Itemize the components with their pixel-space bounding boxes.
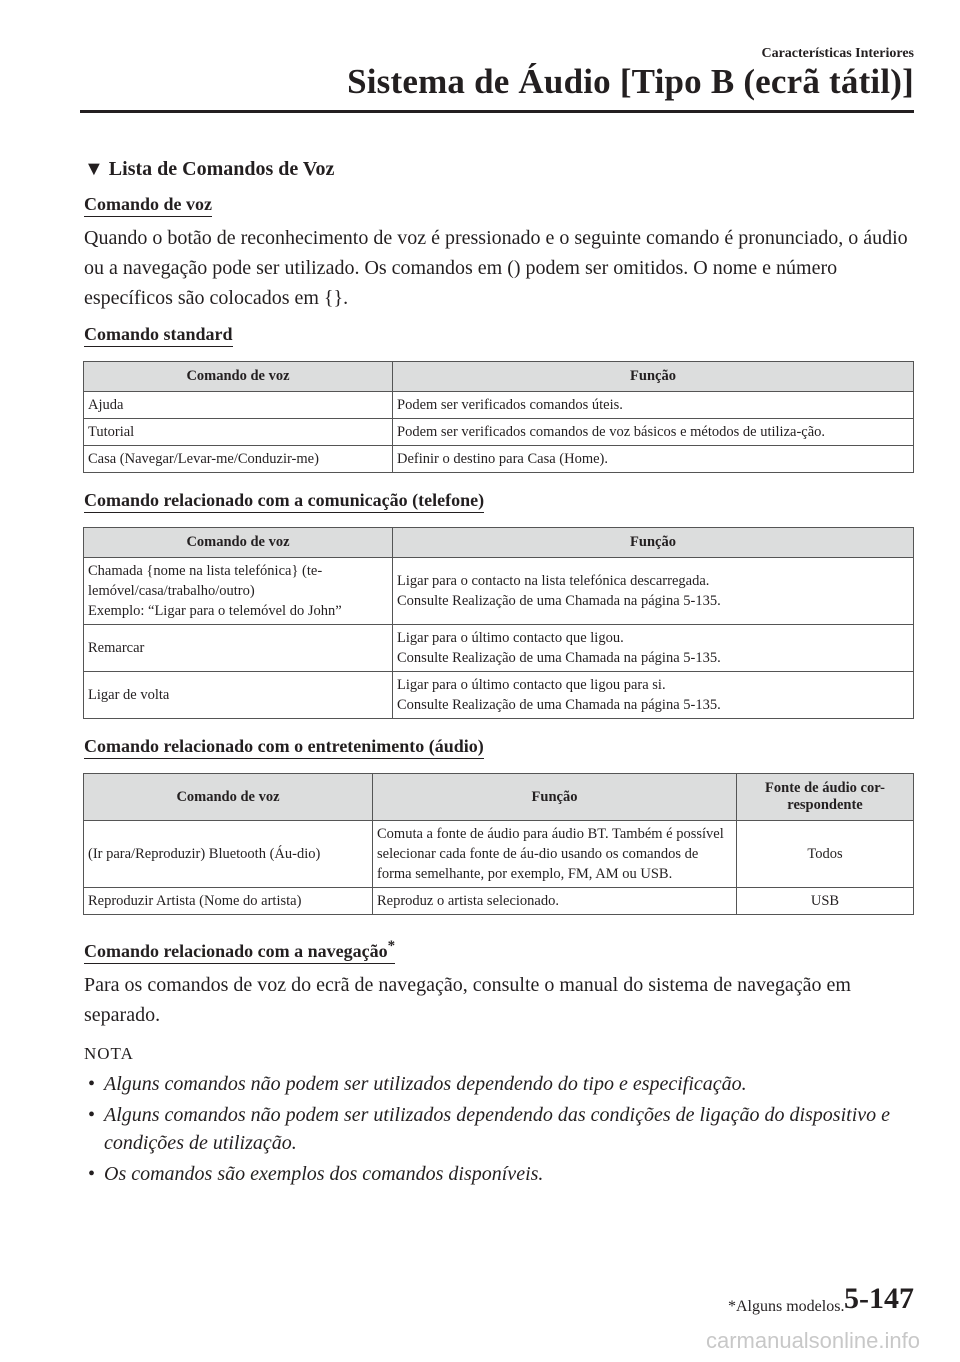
table-header-row (84, 774, 914, 821)
section-title-text: Lista de Comandos de Voz (108, 158, 335, 180)
asterisk-mark: * (387, 938, 396, 954)
bullet-icon: • (88, 1104, 96, 1126)
table-cell: Podem ser verificados comandos de voz básicos e métodos de utiliza-ção. (393, 419, 914, 446)
table-cell: Todos (737, 821, 914, 888)
table-cell: Comuta a fonte de áudio para áudio BT. Também é possível selecionar cada fonte de áu-dio usando os comandos de forma semelhante, por exemplo, FM, AM ou USB. (373, 821, 737, 888)
nav-heading-text: Comando relacionado com a navegação (84, 941, 388, 961)
list-item-text: Alguns comandos não podem ser utilizados dependendo do tipo e especificação. (104, 1073, 747, 1095)
table-row (84, 888, 914, 915)
table-row (84, 625, 914, 672)
page-number: 5-147 (844, 1282, 914, 1315)
table-cell (84, 558, 393, 625)
table-row (84, 419, 914, 446)
header-rule (80, 110, 914, 113)
nav-paragraph: Para os comandos de voz do ecrã de navegação, consulte o manual do sistema de navegação em separado. (84, 974, 851, 1026)
nota-list (84, 1070, 914, 1188)
table-cell: Reproduzir Artista (Nome do artista) (84, 888, 373, 915)
list-item (88, 1160, 914, 1188)
intro-paragraph: Quando o botão de reconhecimento de voz é pressionado e o seguinte comando é pronunciado, o áudio ou a navegação pode ser utilizado. Os comandos em () podem ser omitidos. O nome e número específicos são colocados em {}. (84, 227, 908, 309)
bullet-icon: • (88, 1073, 96, 1095)
page-title: Sistema de Áudio [Tipo B (ecrã tátil)] (347, 62, 914, 101)
table-cell (393, 672, 914, 719)
phone-heading: Comando relacionado com a comunicação (telefone) (84, 489, 484, 513)
table-cell: (Ir para/Reproduzir) Bluetooth (Áu-dio) (84, 821, 373, 888)
cell-line: Exemplo: “Ligar para o telemóvel do John” (88, 603, 342, 619)
table-row (84, 392, 914, 419)
nota-label: NOTA (84, 1044, 134, 1063)
table-cell: Reproduz o artista selecionado. (373, 888, 737, 915)
footnote: *Alguns modelos. (728, 1298, 845, 1315)
table-cell (393, 558, 914, 625)
standard-heading: Comando standard (84, 323, 233, 347)
table-header-row (84, 362, 914, 392)
table-cell: USB (737, 888, 914, 915)
cell-line: Ligar para o último contacto que ligou. (397, 630, 624, 646)
cell-line: Consulte Realização de uma Chamada na página 5-135. (397, 593, 721, 609)
cell-line: Ligar para o último contacto que ligou para si. (397, 677, 666, 693)
table-cell: Casa (Navegar/Levar-me/Conduzir-me) (84, 446, 393, 473)
triangle-icon: ▼ (84, 158, 104, 180)
column-header: Comando de voz (84, 528, 393, 558)
header-section-label: Características Interiores (761, 46, 914, 61)
table-cell: Ligar de volta (84, 672, 393, 719)
phone-heading-wrap (84, 489, 914, 513)
cell-line: Consulte Realização de uma Chamada na página 5-135. (397, 697, 721, 713)
table-cell: Definir o destino para Casa (Home). (393, 446, 914, 473)
column-header: Função (393, 362, 914, 392)
watermark: carmanualsonline.info (705, 1328, 920, 1353)
cell-line: Ligar para o contacto na lista telefónica descarregada. (397, 573, 710, 589)
column-header: Comando de voz (84, 774, 373, 821)
voice-command-heading: Comando de voz (84, 193, 212, 217)
table-row (84, 558, 914, 625)
audio-heading: Comando relacionado com o entretenimento (áudio) (84, 735, 484, 759)
standard-table (83, 361, 914, 473)
column-header: Função (373, 774, 737, 821)
cell-line: Consulte Realização de uma Chamada na página 5-135. (397, 650, 721, 666)
table-cell: Podem ser verificados comandos úteis. (393, 392, 914, 419)
list-item-text: Alguns comandos não podem ser utilizados dependendo das condições de ligação do dispositivo e condições de utilização. (104, 1104, 891, 1154)
table-row (84, 446, 914, 473)
column-header: Função (393, 528, 914, 558)
voice-heading-wrap (84, 193, 914, 217)
bullet-icon: • (88, 1163, 96, 1185)
table-row (84, 672, 914, 719)
list-item (88, 1070, 914, 1098)
page-content (84, 158, 914, 1191)
section-title (84, 158, 914, 181)
table-cell: Ajuda (84, 392, 393, 419)
table-row (84, 821, 914, 888)
phone-table (83, 527, 914, 719)
list-item-text: Os comandos são exemplos dos comandos disponíveis. (104, 1163, 544, 1185)
standard-heading-wrap (84, 323, 914, 347)
column-header: Fonte de áudio cor-respondente (737, 774, 914, 821)
table-cell: Remarcar (84, 625, 393, 672)
table-cell (393, 625, 914, 672)
audio-heading-wrap (84, 735, 914, 759)
table-cell: Tutorial (84, 419, 393, 446)
audio-table (83, 773, 914, 915)
nav-heading (84, 935, 395, 964)
list-item (88, 1101, 914, 1157)
nav-heading-wrap (84, 935, 914, 964)
cell-line: Chamada {nome na lista telefónica} (te-lemóvel/casa/trabalho/outro) (88, 563, 323, 599)
column-header: Comando de voz (84, 362, 393, 392)
table-header-row (84, 528, 914, 558)
